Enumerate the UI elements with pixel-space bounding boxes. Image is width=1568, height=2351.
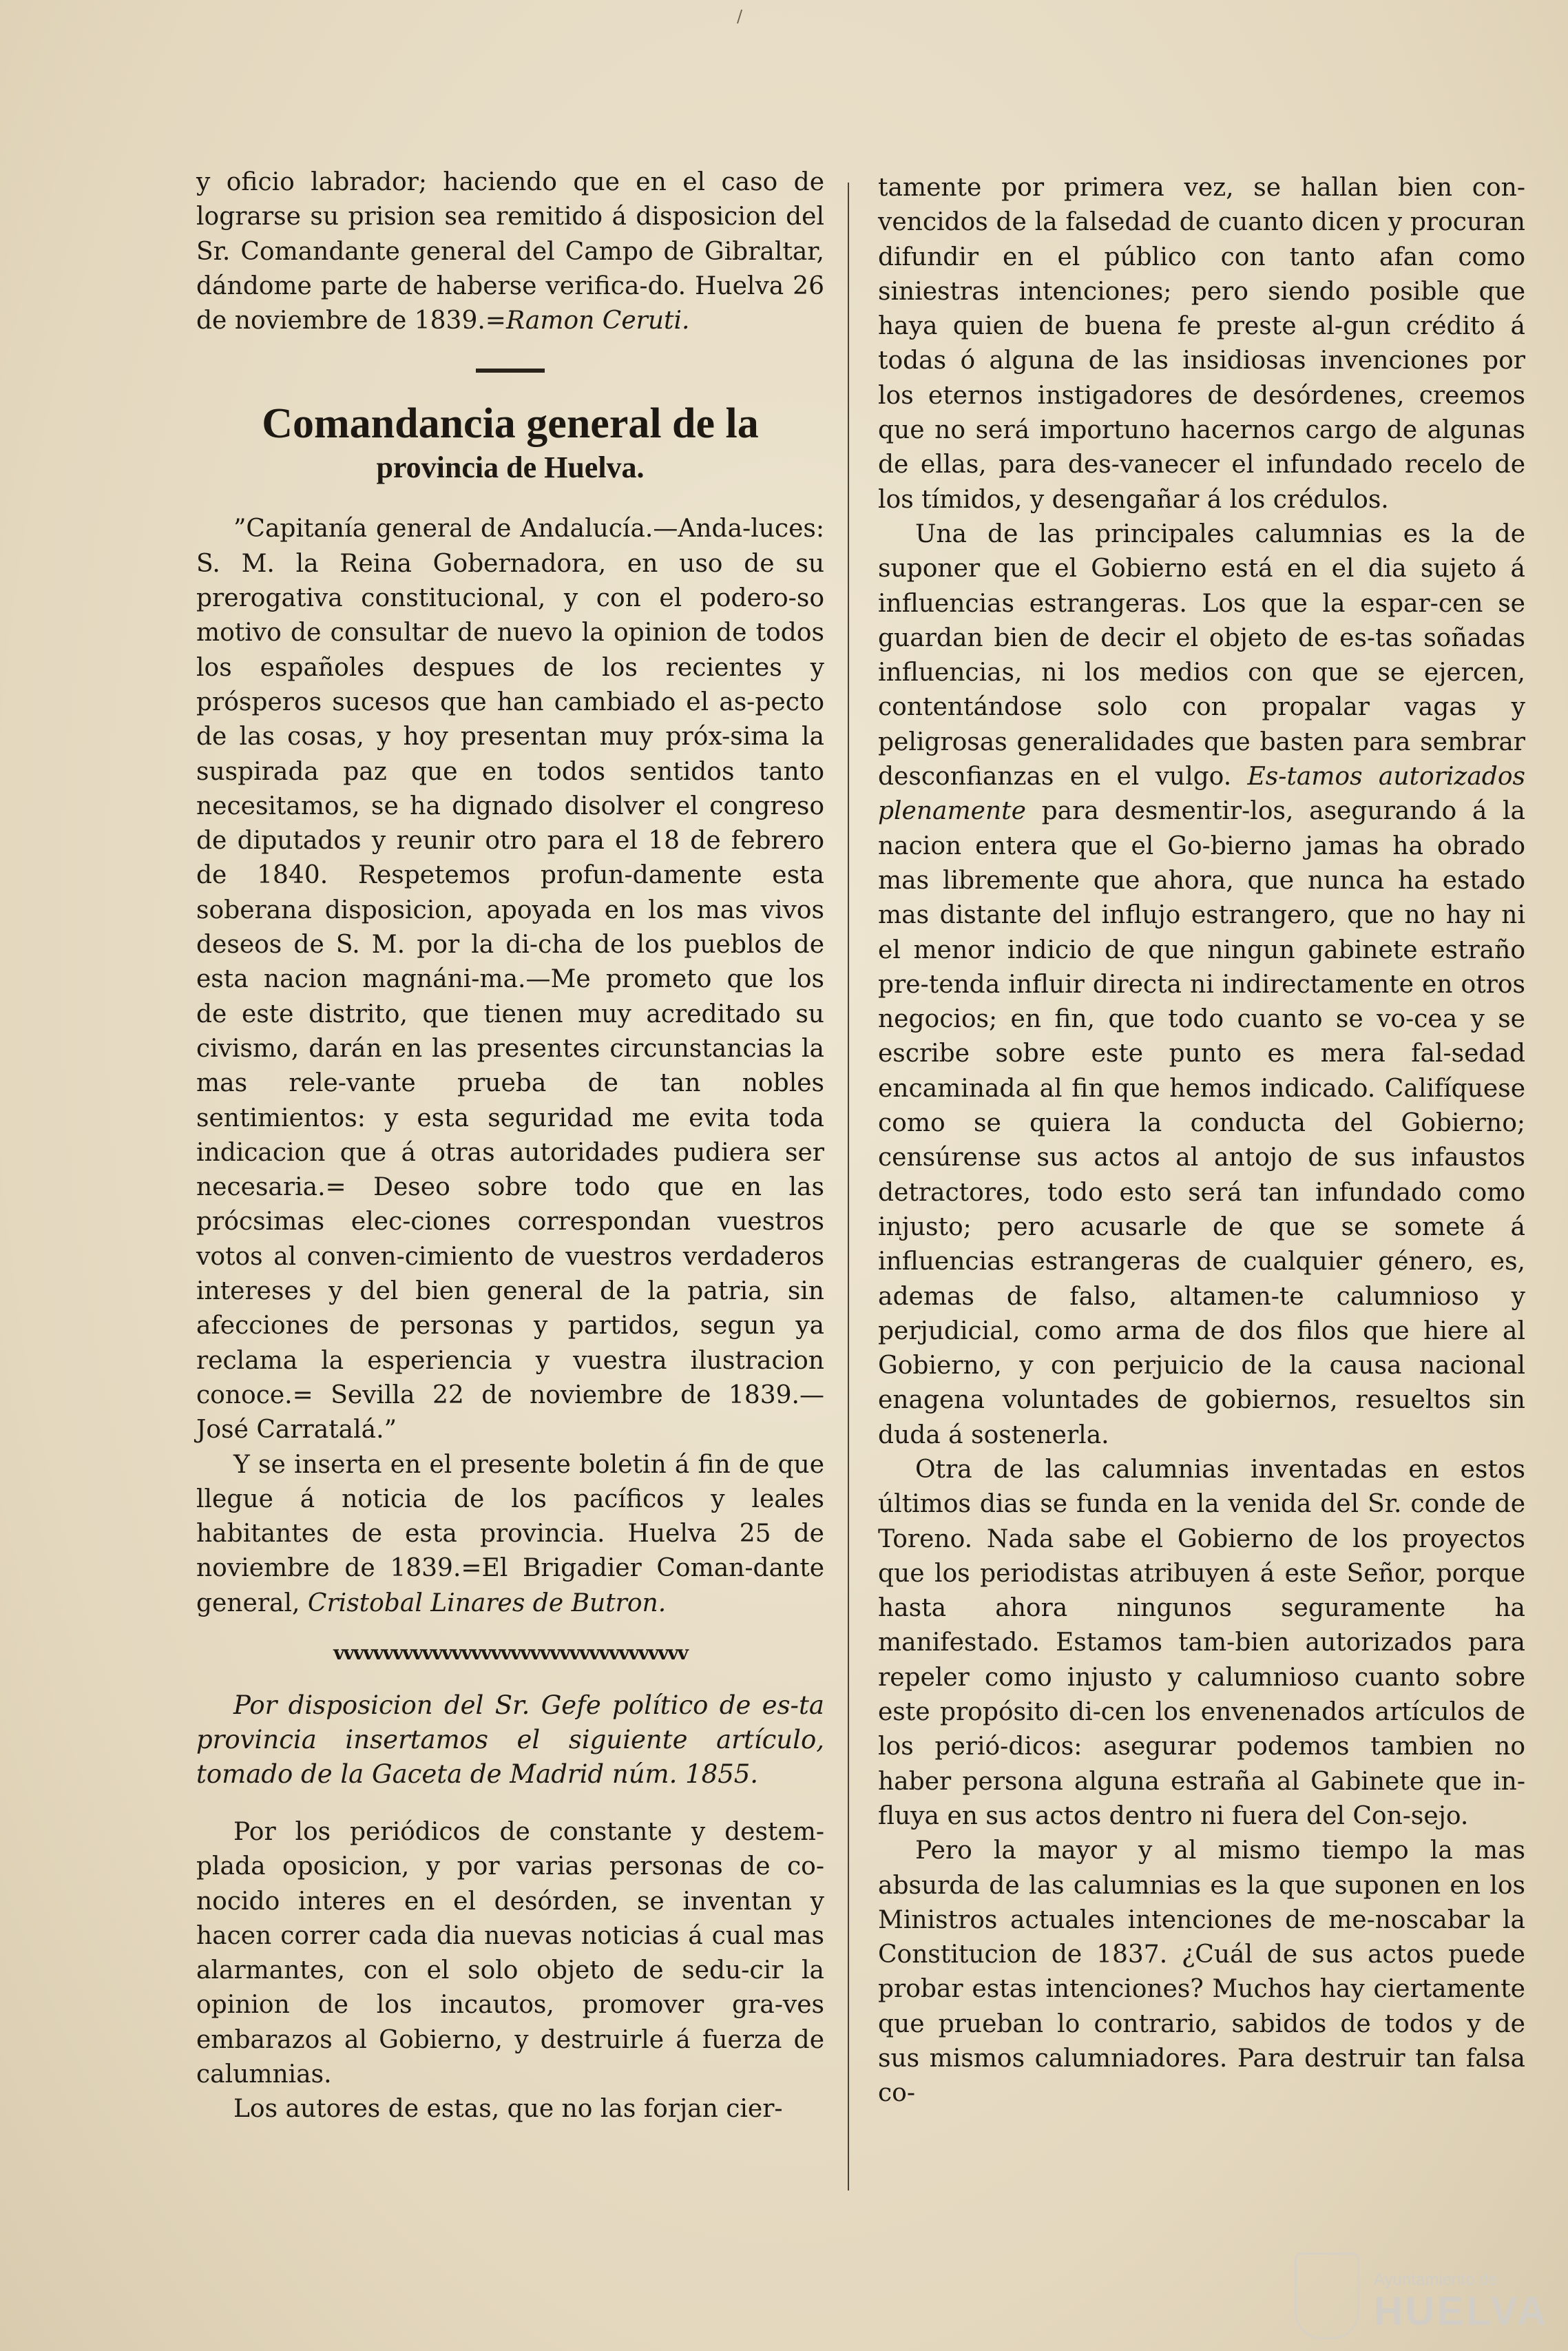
- article-paragraph-continued: Los autores de estas, que no las forjan cier-: [233, 2095, 783, 2124]
- left-column: [196, 165, 824, 2127]
- insertion-paragraph: [196, 1448, 824, 1621]
- watermark-line-1: Ayuntamiento de: [1374, 2270, 1498, 2289]
- watermark-line-2: HUELVA: [1374, 2289, 1549, 2334]
- constitution-paragraph: Pero la mayor y al mismo tiempo la mas absurda de las calumnias es la que suponen en los Ministros actuales intenciones de me-noscabar la Constitucion de 1837. ¿Cuál de sus actos puede probar estas intenciones? Muchos hay ciertamente que prueban lo contrario, sabidos de todos y de sus mismos calumniadores. Para destruir tan falsa co-: [878, 1836, 1525, 2108]
- proclamation-paragraph: ”Capitanía general de Andalucía.—Anda-luces: S. M. la Reina Gobernadora, en uso de su prerogativa constitucional, y con el podero-so motivo de consultar de nuevo la opinion de todos los españoles despues de los recientes y prósperos sucesos que han cambiado el as-pecto de las cosas, y hoy presentan muy próx-sima la suspirada paz que en todos sentidos tanto necesitamos, se ha dignado disolver el congreso de diputados y reunir otro para el 18 de febrero de 1840. Respetemos profun-damente esta soberana disposicion, apoyada en los mas vivos deseos de S. M. por la di-cha de los pueblos de esta nacion magnáni-ma.—Me prometo que los de este distrito, que tienen muy acreditado su civismo, darán en las presentes circunstancias la mas rele-vante prueba de tan nobles sentimientos: y esta seguridad me evita toda indicacion que á otras autoridades pudiera ser necesaria.= Deseo sobre todo que en las prócsimas elec-ciones correspondan vuestros votos al conven-cimiento de vuestros verdaderos intereses y del bien general de la patria, sin afecciones de personas y partidos, segun ya reclama la esperiencia y vuestra ilustracion conoce.= Sevilla 22 de noviembre de 1839.— José Carratalá.”: [196, 515, 824, 1444]
- ornamental-divider: vvvvvvvvvvvvvvvvvvvvvvvvvvvvvvvvvvvv: [333, 1644, 687, 1662]
- page-mark: /: [737, 7, 743, 26]
- editorial-note: Por disposicion del Sr. Gefe político de es-ta provincia insertamos el siguiente artículo, tomado de la Gaceta de Madrid núm. 1855.: [196, 1690, 824, 1789]
- continuation-body: y oficio labrador; haciendo que en el caso de lograrse su prision sea remitido á disposicion del Sr. Comandante general del Campo de Gibraltar, dándome parte de haberse verifica-do. Huelva 26 de noviembre de 1839.=: [196, 168, 824, 335]
- column-rule: [848, 183, 849, 2191]
- continuation-signature: Ramon Ceruti.: [505, 307, 690, 335]
- right-column: [878, 171, 1525, 2111]
- section-subtitle: provincia de Huelva.: [376, 450, 645, 485]
- article-paragraph: Por los periódicos de constante y destem-plada oposicion, y por varias personas de co-nocido interes en el desórden, se inventan y hacen correr cada dia nuevas noticias á cual mas alarmantes, con el solo objeto de sedu-cir la opinion de los incautos, promover gra-ves embarazos al Gobierno, y destruirle á fuerza de calumnias.: [196, 1817, 824, 2089]
- section-divider: [476, 369, 545, 373]
- continuation-text: [196, 165, 824, 338]
- city-seal-icon: [1295, 2252, 1359, 2339]
- foreign-influence-emphasis: Es-tamos autorizados plenamente: [878, 763, 1525, 826]
- insertion-body: Y se inserta en el presente boletin á fin de que llegue á noticia de los pacíficos y leales habitantes de esta provincia. Huelva 25 de noviembre de 1839.=El Brigadier Coman-dante general,: [196, 1450, 824, 1617]
- foreign-influence-paragraph: [878, 517, 1525, 1453]
- toreno-paragraph: Otra de las calumnias inventadas en estos últimos dias se funda en la venida del Sr. conde de Toreno. Nada sabe el Gobierno de los proyectos que los periodistas atribuyen á este Señor, porque hasta ahora ningunos seguramente ha manifestado. Estamos tam-bien autorizados para repeler como injusto y calumnioso cuanto sobre este propósito di-cen los envenenados artículos de los perió-dicos: asegurar podemos tambien no haber persona alguna estraña al Gabinete que in-fluya en sus actos dentro ni fuera del Con-sejo.: [878, 1455, 1525, 1830]
- foreign-influence-text-a: Una de las principales calumnias es la de suponer que el Gobierno está en el dia sujeto á influencias estrangeras. Los que la espar-cen se guardan bien de decir el objeto de es-tas soñadas influencias, ni los medios con que se ejercen, contentándose solo con propalar vagas y peligrosas generalidades que basten para sembrar desconfianzas en el vulgo.: [878, 519, 1525, 791]
- insertion-signature: Cristobal Linares de Butron.: [307, 1588, 667, 1617]
- article-continuation: tamente por primera vez, se hallan bien con-vencidos de la falsedad de cuanto dicen y procuran difundir en el público con tanto afan como siniestras intenciones; pero siendo posible que haya quien de buena fe preste al-gun crédito á todas ó alguna de las insidiosas invenciones por los eternos instigadores de desórdenes, creemos que no será importuno hacernos cargo de algunas de ellas, para des-vanecer el infundado recelo de los tímidos, y desengañar á los crédulos.: [878, 174, 1525, 514]
- section-title: Comandancia general de la: [262, 400, 759, 448]
- foreign-influence-text-b: para desmentir-los, asegurando á la nacion entera que el Go-bierno jamas ha obrado mas libremente que ahora, que nunca ha estado mas distante del influjo estrangero, que no hay ni el menor indicio de que ningun gabinete estraño pre-tenda influir directa ni indirectamente en otros negocios; en fin, que todo cuanto se vo-cea y se escribe sobre este punto es mera fal-sedad encaminada al fin que hemos indicado. Califíquese como se quiera la conducta del Gobierno; censúrense sus actos al antojo de sus infaustos detractores, todo esto será tan infundado como injusto; pero acusarle de que se somete á influencias estrangeras de cualquier género, es, ademas de falso, altamen-te calumnioso y perjudicial, como arma de dos filos que hiere al Gobierno, y con perjuicio de la causa nacional enagena voluntades de gobiernos, resueltos sin duda á sostenerla.: [878, 797, 1525, 1449]
